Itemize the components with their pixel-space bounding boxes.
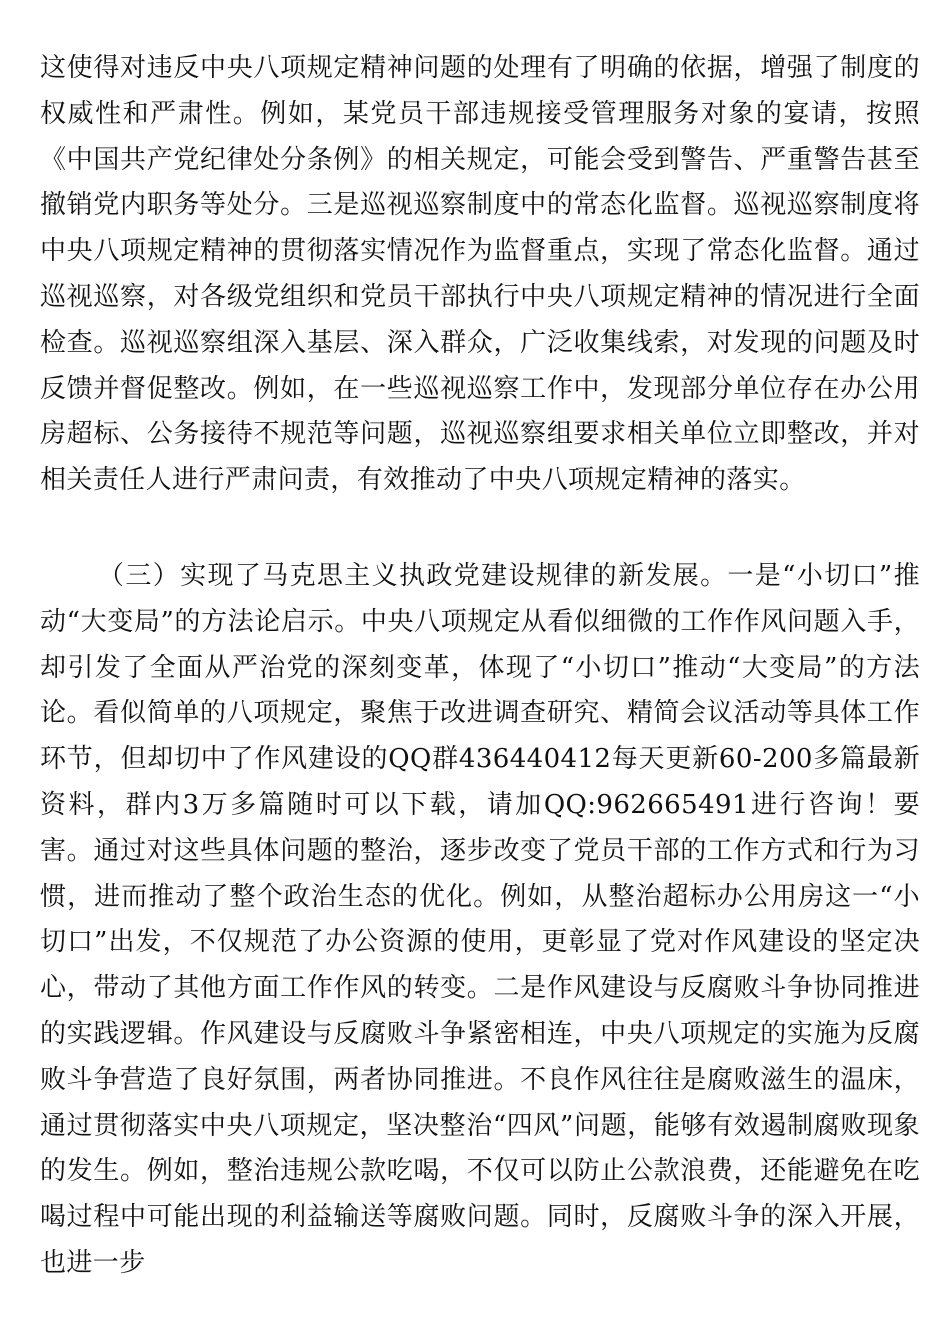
body-paragraph-continued: 这使得对违反中央八项规定精神问题的处理有了明确的依据，增强了制度的权威性和严肃性。例如，某党员干部违规接受管理服务对象的宴请，按照《中国共产党纪律处分条例》的相关规定，可能会受到警告、严重警告甚至撤销党内职务等处分。三是巡视巡察制度中的常态化监督。巡视巡察制度将中央八项规定精神的贯彻落实情况作为监督重点，实现了常态化监督。通过巡视巡察，对各级党组织和党员干部执行中央八项规定精神的情况进行全面检查。巡视巡察组深入基层、深入群众，广泛收集线索，对发现的问题及时反馈并督促整改。例如，在一些巡视巡察工作中，发现部分单位存在办公用房超标、公务接待不规范等问题，巡视巡察组要求相关单位立即整改，并对相关责任人进行严肃问责，有效推动了中央八项规定精神的落实。 xyxy=(40,53,920,496)
body-paragraph-section-three: （三）实现了马克思主义执政党建设规律的新发展。一是“小切口”推动“大变局”的方法论启示。中央八项规定从看似细微的工作作风问题入手，却引发了全面从严治党的深刻变革，体现了“小切口”推动“大变局”的方法论。看似简单的八项规定，聚焦于改进调查研究、精简会议活动等具体工作环节，但却切中了作风建设的QQ群436440412每天更新60-200多篇最新资料，群内3万多篇随时可以下载，请加QQ:962665491进行咨询！要害。通过对这些具体问题的整治，逐步改变了党员干部的工作方式和行为习惯，进而推动了整个政治生态的优化。例如，从整治超标办公用房这一“小切口”出发，不仅规范了办公资源的使用，更彰显了党对作风建设的坚定决心，带动了其他方面工作作风的转变。二是作风建设与反腐败斗争协同推进的实践逻辑。作风建设与反腐败斗争紧密相连，中央八项规定的实施为反腐败斗争营造了良好氛围，两者协同推进。不良作风往往是腐败滋生的温床，通过贯彻落实中央八项规定，坚决整治“四风”问题，能够有效遏制腐败现象的发生。例如，整治违规公款吃喝，不仅可以防止公款浪费，还能避免在吃喝过程中可能出现的利益输送等腐败问题。同时，反腐败斗争的深入开展，也进一步 xyxy=(40,561,920,1278)
